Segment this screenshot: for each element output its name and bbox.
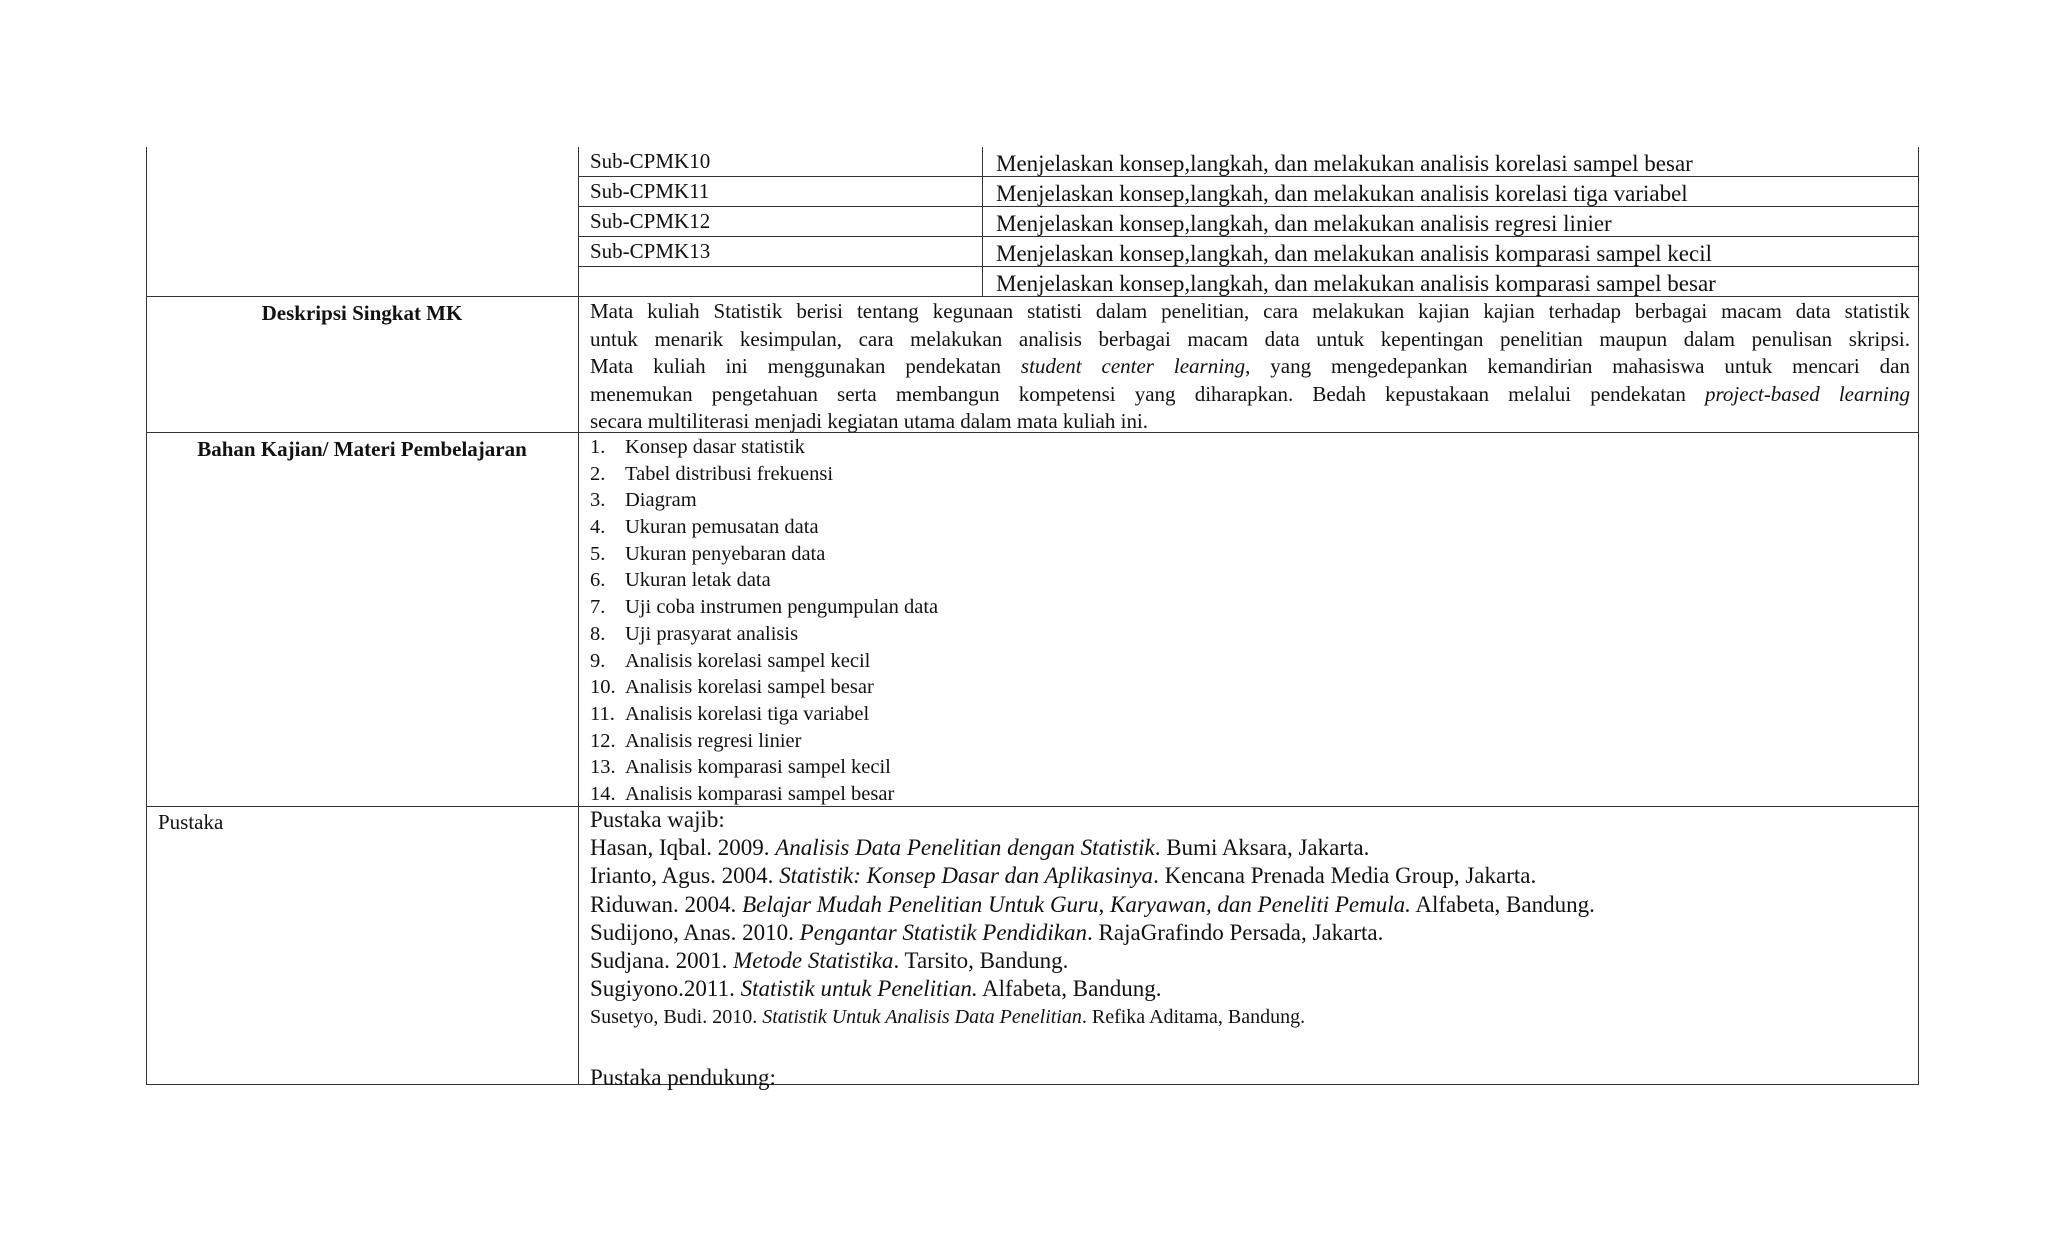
materi-number: 6. (590, 569, 606, 592)
reference-entry (590, 862, 1595, 890)
materi-text: Ukuran penyebaran data (625, 542, 826, 565)
deskripsi-line: Mata kuliah ini menggunakan pendekatan student center learning, yang mengedepankan kemandirian mahasiswa untuk mencari dan (590, 354, 1911, 378)
materi-item (590, 567, 938, 594)
sub-cpmk-code: Sub-CPMK13 (590, 239, 711, 263)
sub-cpmk-desc: Menjelaskan konsep,langkah, dan melakukan analisis komparasi sampel kecil (996, 241, 1712, 266)
materi-text: Analisis korelasi sampel besar (625, 676, 874, 699)
materi-number: 3. (590, 489, 606, 512)
materi-number: 2. (590, 462, 606, 485)
reference-publisher: . Refika Aditama, Bandung. (1081, 1006, 1306, 1029)
reference-author: Sudjana. 2001. (590, 947, 734, 973)
materi-item (590, 461, 938, 488)
materi-number: 10. (590, 676, 616, 699)
reference-title: Metode Statistika (733, 947, 894, 973)
reference-gap (590, 1032, 1595, 1064)
materi-text: Analisis regresi linier (625, 729, 802, 752)
materi-item (590, 728, 938, 755)
materi-text: Diagram (625, 489, 697, 512)
row-divider-sub-4 (578, 266, 1919, 267)
materi-text: Ukuran pemusatan data (625, 516, 819, 539)
materi-item (590, 674, 938, 701)
materi-text: Ukuran letak data (625, 569, 771, 592)
materi-text: Analisis komparasi sampel besar (625, 782, 895, 805)
materi-number: 8. (590, 622, 606, 645)
materi-number: 1. (590, 436, 606, 458)
reference-entry (590, 919, 1595, 947)
materi-text: Konsep dasar statistik (625, 436, 805, 458)
materi-number: 11. (590, 702, 615, 725)
column-divider-1 (578, 147, 579, 1084)
deskripsi-label: Deskripsi Singkat MK (261, 301, 463, 325)
reference-entry (590, 975, 1595, 1003)
reference-title: Statistik: Konsep Dasar dan Aplikasinya (779, 863, 1154, 889)
reference-entry (590, 1003, 1595, 1031)
materi-number: 13. (590, 756, 616, 779)
reference-publisher: . Kencana Prenada Media Group, Jakarta. (1153, 863, 1537, 889)
materi-text: Analisis komparasi sampel kecil (625, 756, 891, 779)
reference-entry (590, 834, 1595, 862)
row-divider-sub-1 (578, 176, 1919, 177)
reference-publisher: Alfabeta, Bandung. (1410, 891, 1595, 917)
reference-author: Susetyo, Budi. 2010. (590, 1006, 763, 1029)
deskripsi-line: Mata kuliah Statistik berisi tentang kegunaan statisti dalam penelitian, cara melakukan kajian kajian terhadap berbagai macam data statistik (590, 299, 1910, 323)
reference-title: Statistik Untuk Analisis Data Penelitian (762, 1006, 1082, 1029)
bahan-kajian-label: Bahan Kajian/ Materi Pembelajaran (197, 437, 527, 461)
reference-publisher: . Tarsito, Bandung. (893, 947, 1069, 973)
reference-title: Analisis Data Penelitian dengan Statistik (775, 835, 1155, 861)
materi-text: Uji coba instrumen pengumpulan data (625, 596, 939, 619)
materi-item (590, 434, 938, 461)
reference-publisher: . RajaGrafindo Persada, Jakarta. (1087, 919, 1384, 945)
sub-cpmk-desc: Menjelaskan konsep,langkah, dan melakukan analisis komparasi sampel besar (996, 271, 1716, 296)
materi-item (590, 594, 938, 621)
materi-number: 4. (590, 516, 606, 539)
deskripsi-text (590, 298, 1910, 436)
reference-entry (590, 891, 1595, 919)
materi-item (590, 541, 938, 568)
materi-text: Tabel distribusi frekuensi (625, 462, 834, 485)
sub-cpmk-code: Sub-CPMK10 (590, 149, 711, 173)
sub-cpmk-code: Sub-CPMK11 (590, 179, 710, 203)
materi-number: 12. (590, 729, 616, 752)
reference-list (590, 834, 1595, 1031)
materi-item (590, 621, 938, 648)
pustaka-wajib-heading: Pustaka wajib: (590, 807, 725, 832)
materi-text: Analisis korelasi tiga variabel (625, 702, 870, 725)
row-divider-sub-3 (578, 236, 1919, 237)
reference-title: Belajar Mudah Penelitian Untuk Guru, Karyawan, dan Peneliti Pemula. (742, 891, 1411, 917)
sub-cpmk-desc: Menjelaskan konsep,langkah, dan melakukan analisis regresi linier (996, 211, 1612, 236)
materi-item (590, 487, 938, 514)
reference-title: Statistik untuk Penelitian. (740, 976, 978, 1002)
reference-author: Hasan, Iqbal. 2009. (590, 835, 776, 861)
column-divider-sub (982, 147, 983, 296)
sub-cpmk-code: Sub-CPMK12 (590, 209, 711, 233)
reference-title: Pengantar Statistik Pendidikan (799, 919, 1088, 945)
reference-author: Riduwan. 2004. (590, 891, 743, 917)
materi-item (590, 648, 938, 675)
reference-author: Irianto, Agus. 2004. (590, 863, 780, 889)
reference-publisher: Alfabeta, Bandung. (977, 976, 1162, 1002)
table-border-left (146, 147, 147, 1084)
pustaka-pendukung-heading: Pustaka pendukung: (590, 1064, 776, 1090)
materi-item (590, 701, 938, 728)
sub-cpmk-desc: Menjelaskan konsep,langkah, dan melakukan analisis korelasi sampel besar (996, 151, 1693, 176)
sub-cpmk-desc: Menjelaskan konsep,langkah, dan melakukan analisis korelasi tiga variabel (996, 181, 1688, 206)
materi-item (590, 514, 938, 541)
deskripsi-line: menemukan pengetahuan serta membangun kompetensi yang diharapkan. Bedah kepustakaan melalui pendekatan project-based learning (590, 381, 1911, 406)
materi-text: Analisis korelasi sampel kecil (625, 649, 871, 672)
table-border-right (1918, 147, 1919, 1084)
materi-number: 9. (590, 649, 606, 672)
materi-item (590, 781, 938, 808)
reference-author: Sudijono, Anas. 2010. (590, 919, 800, 945)
reference-publisher: . Bumi Aksara, Jakarta. (1154, 835, 1370, 861)
materi-text: Uji prasyarat analisis (625, 622, 799, 645)
materi-number: 14. (590, 782, 616, 805)
row-divider-sub-2 (578, 206, 1919, 207)
materi-list (590, 434, 938, 808)
deskripsi-line: untuk menarik kesimpulan, cara melakukan analisis berbagai macam data untuk kepentingan penelitian maupun dalam penulisan skripsi. (590, 326, 1910, 351)
row-divider-deskripsi (146, 296, 1919, 297)
pustaka-references (590, 806, 1595, 1092)
reference-author: Sugiyono.2011. (590, 976, 741, 1002)
materi-number: 7. (590, 596, 606, 619)
materi-item (590, 754, 938, 781)
reference-entry (590, 947, 1595, 975)
pustaka-label: Pustaka (158, 810, 224, 834)
materi-number: 5. (590, 542, 606, 565)
deskripsi-line: secara multiliterasi menjadi kegiatan utama dalam mata kuliah ini. (590, 409, 1149, 433)
